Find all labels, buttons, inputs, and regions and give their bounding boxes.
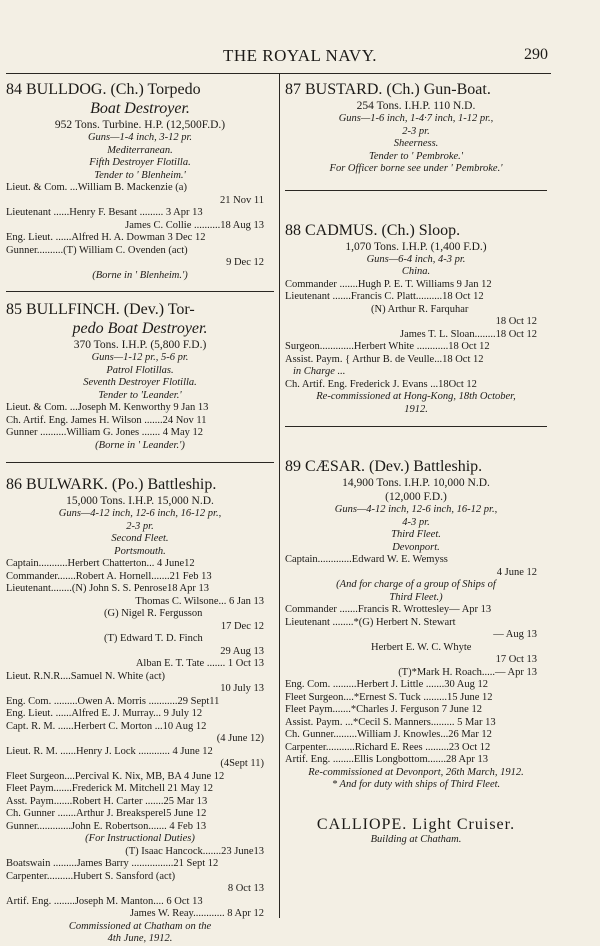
ship-station: Sheerness. <box>393 138 439 149</box>
officer-line: Herbert E. W. C. Whyte <box>371 641 472 653</box>
footnote: * And for duty with ships of Third Fleet. <box>331 779 501 790</box>
officer-line: Lieut. R.N.R....Samuel N. White (act) <box>6 670 166 682</box>
ship-heading-cont: pedo Boat Destroyer. <box>72 320 208 337</box>
officer-line: (T) Edward T. D. Finch <box>104 633 203 644</box>
officer-line: Captain...........Herbert Chatterton... 4 June12 <box>6 558 195 569</box>
officer-date: 4 June 12 <box>496 566 537 578</box>
borne-note: (Borne in ' Leander.') <box>95 439 185 451</box>
duty-note: (And for charge of a group of Ships of <box>336 579 496 590</box>
officer-line: Surgeon.............Herbert White ............18 Oct 12 <box>285 341 490 352</box>
entry-rule <box>6 462 274 463</box>
ship-heading: 86 BULWARK. (Po.) Battleship. <box>6 476 217 493</box>
officer-line: Fleet Surgeon....*Ernest S. Tuck .........15 June 12 <box>285 691 493 703</box>
commission-note: Commissioned at Chatham on the <box>68 920 212 932</box>
commission-note: Re-commissioned at Devonport, 26th March, 1912. <box>308 766 524 778</box>
officer-line: James C. Collie ..........18 Aug 13 <box>125 219 264 231</box>
ship-guns-cont: 2-3 pr. <box>402 125 430 137</box>
officer-line: Thomas C. Wilsone... 6 Jan 13 <box>135 595 264 607</box>
ship-heading-cont: Boat Destroyer. <box>90 100 190 117</box>
ship-port: Devonport. <box>392 541 440 553</box>
ship-port: Portsmouth. <box>114 545 166 557</box>
ship-specs: 15,000 Tons. I.H.P. 15,000 N.D. <box>66 495 214 507</box>
ship-station: Mediterranean. <box>107 144 173 156</box>
officer-line: (T) Isaac Hancock.......23 June13 <box>125 845 264 857</box>
officer-line: Ch. Artif. Eng. Frederick J. Evans ...18Oct 12 <box>285 378 477 390</box>
column-divider <box>279 73 280 918</box>
officer-line: Assist. Paym. { Arthur B. de Veulle...18 Oct 12 <box>285 353 484 365</box>
officer-line: Boatswain .........James Barry ................21 Sept 12 <box>6 858 219 869</box>
officer-line: (T)*Mark H. Roach.....— Apr 13 <box>398 666 537 678</box>
officer-line: Lieut. & Com. ...William B. Mackenzie (a) <box>6 182 187 193</box>
officer-line: James T. L. Sloan........18 Oct 12 <box>400 328 537 340</box>
ship-heading: 88 CADMUS. (Ch.) Sloop. <box>285 221 461 239</box>
ship-station: China. <box>401 266 431 277</box>
officer-line: Eng. Lieut. ......Alfred H. A. Dowman 3 Dec 12 <box>6 232 206 243</box>
officer-line: Artif. Eng. ........Joseph M. Manton.... 6 Oct 13 <box>6 895 203 907</box>
ship-fleet: Third Fleet. <box>391 529 441 540</box>
officer-line: Fleet Paym.......*Charles J. Ferguson 7 June 12 <box>285 704 482 715</box>
ship-guns: Guns—1-4 inch, 3-12 pr. <box>87 132 193 143</box>
officer-line: Gunner ..........William G. Jones ....... 4 May 12 <box>6 427 204 438</box>
entry-rule <box>6 291 274 292</box>
ship-heading: 84 BULLDOG. (Ch.) Torpedo <box>6 81 201 98</box>
officer-line: Artif. Eng. ........Ellis Longbottom.......28 Apr 13 <box>285 754 488 765</box>
ship-specs: 370 Tons. I.H.P. (5,800 F.D.) <box>73 339 207 351</box>
officer-date: 17 Oct 13 <box>495 654 537 665</box>
officer-line: Ch. Gunner .......Arthur J. Breaksperel5 June 12 <box>6 808 207 819</box>
officer-line: Ch. Gunner.........William J. Knowles...26 Mar 12 <box>285 729 492 740</box>
ship-heading: 89 CÆSAR. (Dev.) Battleship. <box>285 458 483 475</box>
officer-line: Asst. Paym.......Robert H. Carter .......25 Mar 13 <box>6 795 208 807</box>
officer-date: 29 Aug 13 <box>220 645 264 657</box>
page-number: 290 <box>524 46 548 63</box>
ship-specs: 14,900 Tons. I.H.P. 10,000 N.D. <box>342 477 490 489</box>
entry-bustard <box>285 80 547 176</box>
page-title: THE ROYAL NAVY. <box>222 46 378 65</box>
ship-specs: 254 Tons. I.H.P. 110 N.D. <box>356 100 476 112</box>
ship-guns-cont: 2-3 pr. <box>126 520 154 532</box>
officer-line: Lieutenant ......Henry F. Besant ......... 3 Apr 13 <box>6 207 203 218</box>
commission-note: 4th June, 1912. <box>107 933 173 944</box>
entry-rule <box>285 426 547 427</box>
borne-note: (Borne in ' Blenheim.') <box>92 269 188 281</box>
officer-line: Carpenter..........Hubert S. Sansford (act) <box>6 870 176 882</box>
officer-date: (4Sept 11) <box>220 758 264 769</box>
ship-flotilla: Fifth Destroyer Flotilla. <box>89 157 191 168</box>
ship-tender: Tender to ' Pembroke.' <box>368 150 464 162</box>
officer-line: Commander .......Hugh P. E. T. Williams 9 Jan 12 <box>285 278 492 290</box>
officer-line: Eng. Com. .........Owen A. Morris ...........29 Sept11 <box>6 695 220 707</box>
officer-line: Eng. Com. .........Herbert J. Little .......30 Aug 12 <box>285 679 488 690</box>
entry-bullfinch <box>6 300 274 452</box>
officer-date: 10 July 13 <box>220 683 264 694</box>
officer-line: in Charge ... <box>293 366 346 377</box>
officer-line: Fleet Surgeon....Percival K. Nix, MB, BA 4 June 12 <box>6 770 225 782</box>
officer-date: — Aug 13 <box>493 629 537 640</box>
entry-rule <box>285 190 547 191</box>
ship-guns: Guns—1-12 pr., 5-6 pr. <box>91 352 189 363</box>
officer-line: (G) Nigel R. Fergusson <box>104 608 203 619</box>
officer-line: Assist. Paym. ...*Cecil S. Manners......... 5 Mar 13 <box>285 716 496 728</box>
officer-note: For Officer borne see under ' Pembroke.' <box>329 163 503 174</box>
officer-line: (N) Arthur R. Farquhar <box>371 303 469 315</box>
officer-line: Gunner.............John E. Robertson....... 4 Feb 13 <box>6 820 207 832</box>
officer-line: Ch. Artif. Eng. James H. Wilson .......24 Nov 11 <box>6 414 207 426</box>
duty-note: (For Instructional Duties) <box>85 833 195 844</box>
officer-line: Eng. Lieut. ......Alfred E. J. Murray... 9 July 12 <box>6 708 203 719</box>
ship-guns: Guns—6-4 inch, 4-3 pr. <box>366 253 466 265</box>
ship-specs-cont: (12,000 F.D.) <box>385 491 447 503</box>
ship-tender: Tender to ' Blenheim.' <box>94 169 186 181</box>
right-column <box>285 80 547 846</box>
officer-line: Lieut. & Com. ...Joseph M. Kenworthy 9 Jan 13 <box>6 402 209 413</box>
left-column <box>6 80 274 946</box>
officer-date: (4 June 12) <box>216 733 264 744</box>
ship-fleet: Second Fleet. <box>111 533 169 544</box>
entry-caesar <box>285 457 547 792</box>
officer-date: 8 Oct 13 <box>227 883 264 894</box>
officer-line: Capt. R. M. ......Herbert C. Morton ...10 Aug 12 <box>6 720 207 732</box>
entry-calliope <box>285 816 547 847</box>
entry-bulwark <box>6 475 274 946</box>
officer-line: Lieutenant .......Francis C. Platt..........18 Oct 12 <box>285 291 484 302</box>
officer-date: 21 Nov 11 <box>220 194 264 206</box>
ship-guns: Guns—4-12 inch, 12-6 inch, 16-12 pr., <box>58 508 222 519</box>
ship-heading: 85 BULLFINCH. (Dev.) Tor- <box>6 301 195 318</box>
ship-guns-cont: 4-3 pr. <box>402 516 430 528</box>
officer-line: Fleet Paym.......Frederick M. Mitchell 21 May 12 <box>6 783 214 794</box>
commission-note: 1912. <box>404 403 428 415</box>
ship-guns: Guns—4-12 inch, 12-6 inch, 16-12 pr., <box>334 504 498 515</box>
officer-line: Commander .......Francis R. Wrottesley— Apr 13 <box>285 604 492 615</box>
ship-specs: 952 Tons. Turbine. H.P. (12,500F.D.) <box>54 119 226 131</box>
ship-specs: 1,070 Tons. I.H.P. (1,400 F.D.) <box>345 240 487 253</box>
officer-line: Alban E. T. Tate ....... 1 Oct 13 <box>135 658 264 669</box>
ship-flotilla: Seventh Destroyer Flotilla. <box>83 377 197 388</box>
ship-tender: Tender to 'Leander.' <box>98 389 182 401</box>
officer-line: Lieutenant........(N) John S. S. Penrose18 Apr 13 <box>6 583 209 594</box>
officer-line: James W. Reay............ 8 Apr 12 <box>129 908 264 919</box>
duty-note: Third Fleet.) <box>389 591 443 603</box>
commission-note: Re-commissioned at Hong-Kong, 18th October, <box>316 391 516 402</box>
entry-bulldog <box>6 80 274 282</box>
officer-date: 17 Dec 12 <box>220 620 264 632</box>
entry-cadmus <box>285 221 547 417</box>
officer-line: Lieut. R. M. ......Henry J. Lock ............ 4 June 12 <box>6 745 213 757</box>
ship-guns: Guns—1-6 inch, 1-4·7 inch, 1-12 pr., <box>338 113 494 124</box>
officer-date: 9 Dec 12 <box>226 257 264 268</box>
officer-line: Captain.............Edward W. E. Wemyss <box>285 554 448 565</box>
ship-heading: 87 BUSTARD. (Ch.) Gun-Boat. <box>285 81 491 98</box>
ship-station: Patrol Flotillas. <box>106 364 174 376</box>
officer-line: Commander.......Robert A. Hornell.......21 Feb 13 <box>6 570 212 582</box>
ship-note: Building at Chatham. <box>370 833 462 845</box>
officer-date: 18 Oct 12 <box>495 316 537 327</box>
officer-line: Lieutenant ........*(G) Herbert N. Stewart <box>285 616 456 628</box>
officer-line: Gunner..........(T) William C. Ovenden (act) <box>6 244 188 256</box>
officer-line: Carpenter...........Richard E. Rees .........23 Oct 12 <box>285 741 491 753</box>
page-header <box>0 46 600 66</box>
ship-heading: CALLIOPE. Light Cruiser. <box>316 815 516 833</box>
